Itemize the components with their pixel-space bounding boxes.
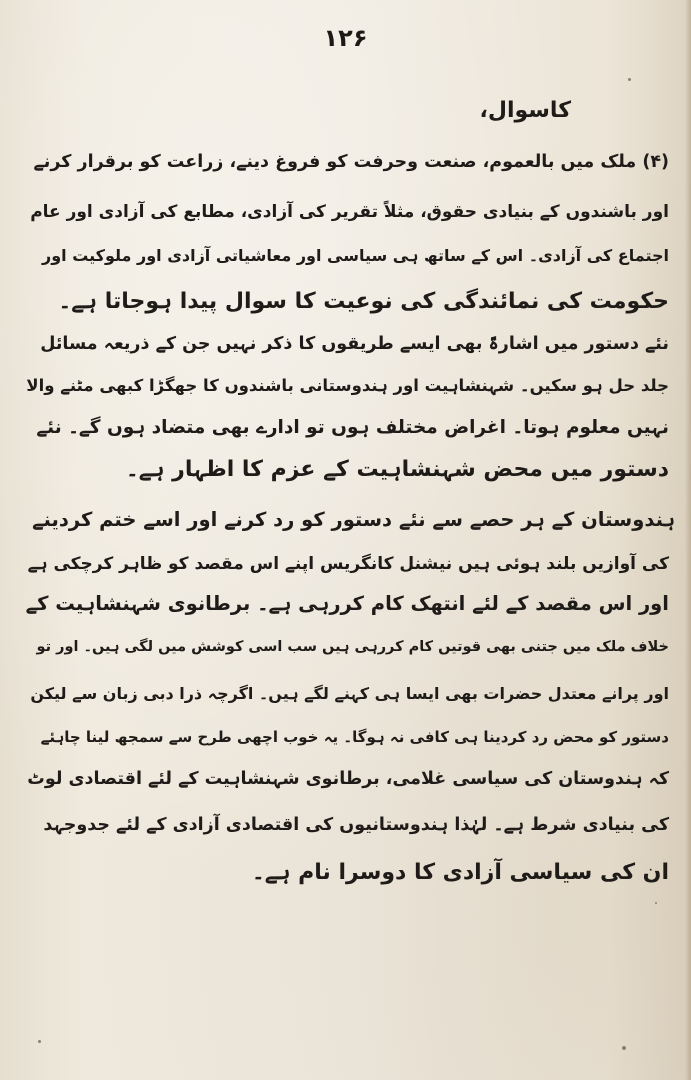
- text-line: جلد حل ہو سکیں۔ شہنشاہیت اور ہندوستانی باشندوں کا جھگڑا کبھی مٹنے والا: [26, 376, 669, 395]
- text-line: کاسوال،: [479, 98, 571, 123]
- text-line: ان کی سیاسی آزادی کا دوسرا نام ہے۔: [251, 860, 669, 885]
- text-line: اور باشندوں کے بنیادی حقوق، مثلاً تقریر کی آزادی، مطابع کی آزادی اور عام: [30, 202, 669, 222]
- text-line: (۴) ملک میں بالعموم، صنعت وحرفت کو فروغ دینے، زراعت کو برقرار کرنے: [33, 152, 669, 172]
- text-line: خلاف ملک میں جتنی بھی قوتیں کام کررہی ہیں سب اسی کوشش میں لگی ہیں۔ اور تو: [36, 639, 669, 655]
- text-line: نہیں معلوم ہوتا۔ اغراض مختلف ہوں تو ادارے بھی متضاد ہوں گے۔ نئے: [36, 417, 669, 438]
- text-line: کی آوازیں بلند ہوئی ہیں نیشنل کانگریس اپنے اس مقصد کو ظاہر کرچکی ہے: [27, 554, 669, 574]
- text-line: نئے دستور میں اشارۃً بھی ایسے طریقوں کا ذکر نہیں جن کے ذریعہ مسائل: [40, 334, 669, 354]
- paper-speck: [628, 78, 631, 81]
- text-line: کی بنیادی شرط ہے۔ لہٰذا ہندوستانیوں کی اقتصادی آزادی کے لئے جدوجہد: [43, 815, 669, 835]
- paper-speck: [655, 902, 657, 904]
- text-line: دستور میں محض شہنشاہیت کے عزم کا اظہار ہے۔: [125, 457, 669, 482]
- paper-speck: [38, 1040, 41, 1043]
- text-line: اور پرانے معتدل حضرات بھی ایسا ہی کہنے لگے ہیں۔ اگرچہ ذرا دبی زبان سے لیکن: [30, 684, 669, 703]
- text-line: ہندوستان کے ہر حصے سے نئے دستور کو رد کرنے اور اسے ختم کردینے: [32, 508, 675, 531]
- text-line: اور اس مقصد کے لئے انتھک کام کررہی ہے۔ برطانوی شہنشاہیت کے: [25, 592, 669, 615]
- page-number: ۱۲۶: [323, 24, 368, 52]
- paper-speck: [622, 1046, 626, 1050]
- text-line: اجتماع کی آزادی۔ اس کے ساتھ ہی سیاسی اور معاشیاتی آزادی اور ملوکیت اور: [41, 246, 669, 265]
- text-line: کہ ہندوستان کی سیاسی غلامی، برطانوی شہنشاہیت کے لئے اقتصادی لوٹ: [27, 769, 669, 789]
- text-line: دستور کو محض رد کردینا ہی کافی نہ ہوگا۔ یہ خوب اچھی طرح سے سمجھ لینا چاہئے: [40, 728, 669, 746]
- text-line: حکومت کی نمائندگی کی نوعیت کا سوال پیدا ہوجاتا ہے۔: [58, 289, 669, 314]
